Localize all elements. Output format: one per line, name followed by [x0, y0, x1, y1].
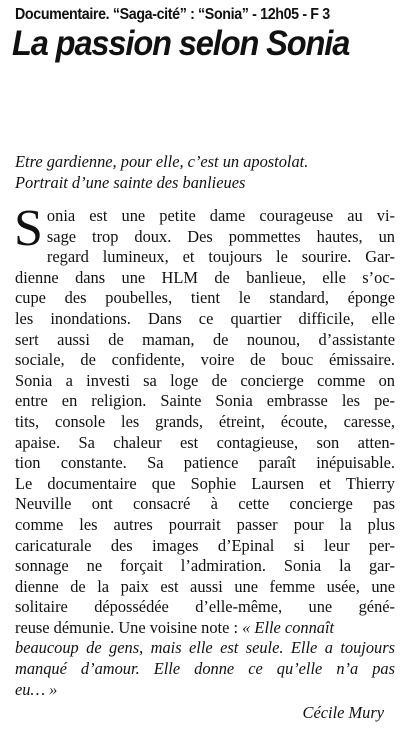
body-line: apaise. Sa chaleur est contagieuse, son atten- [15, 432, 395, 452]
body-line: Le documentaire que Sophie Laursen et Thierry [15, 473, 395, 493]
body-line: solitaire dépossédée d’elle-même, une géné- [15, 597, 395, 617]
article-body [14, 200, 395, 700]
author-signature: Cécile Mury [302, 703, 384, 722]
body-line: les inondations. Dans ce quartier difficile, elle [15, 308, 395, 328]
quote-line: beaucoup de gens, mais elle est seule. Elle a toujours [15, 638, 395, 658]
intro-line: Portrait d’une sainte des banlieues [15, 173, 246, 192]
quote-line: manqué d’amour. Elle donne ce qu’elle n’a pas [15, 659, 395, 679]
body-line: sociale, de confidente, voire de bouc émissaire. [15, 350, 395, 370]
intro-deck [15, 151, 395, 193]
body-line: caricaturale des images d’Epinal si leur per- [15, 535, 395, 555]
body-line: Sonia a investi sa loge de concierge comme on [15, 370, 395, 390]
body-line: regard lumineux, et toujours le sourire. Gar- [46, 247, 395, 267]
drop-cap: S [14, 200, 43, 257]
body-line: tion constante. Sa patience paraît inépuisable. [15, 453, 395, 473]
body-line-text: reuse démunie. Une voisine note : [15, 617, 243, 637]
body-line: dienne dans une HLM de banlieue, elle s’oc- [15, 267, 395, 287]
quote-line: eu… » [15, 679, 58, 699]
body-line-with-quote [15, 618, 395, 639]
body-line: tits, console les grands, étreint, écoute, caresse, [15, 411, 395, 431]
body-line: sert aussi de maman, de nounou, d’assistante [15, 329, 395, 349]
quote-start: « Elle connaît [242, 617, 335, 637]
headline: La passion selon Sonia [12, 24, 350, 63]
body-line: sonnage ne forçait l’admiration. Sonia la gar- [15, 556, 395, 576]
body-line: dienne de la paix est aussi une femme usée, une [15, 576, 395, 596]
kicker-line: Documentaire. “Saga-cité” : “Sonia” - 12h05 - F 3 [15, 6, 330, 23]
body-line: comme les autres pourrait passer pour la plus [15, 514, 395, 534]
body-line: entre en religion. Sainte Sonia embrasse les pe- [15, 391, 395, 411]
body-line: sage trop doux. Des pommettes hautes, un [46, 226, 395, 246]
body-line: onia est une petite dame courageuse au vi- [46, 206, 395, 225]
body-line: Neuville ont consacré à cette concierge pas [15, 494, 395, 514]
intro-line: Etre gardienne, pour elle, c’est un apostolat. [15, 152, 309, 171]
body-line: cupe des poubelles, tient le standard, éponge [15, 288, 395, 308]
